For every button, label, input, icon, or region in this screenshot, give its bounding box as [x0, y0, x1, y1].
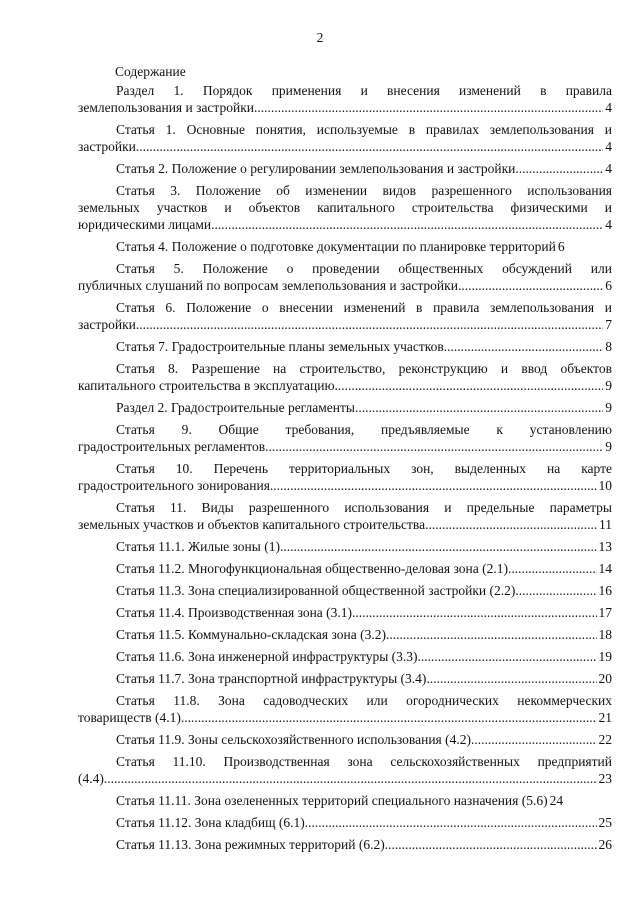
toc-entry-title: Статья 2. Положение о регулировании землепользования и застройки [116, 161, 516, 176]
toc-entry[interactable] [78, 604, 612, 621]
toc-entry[interactable] [78, 421, 612, 455]
page-number: 2 [316, 30, 324, 45]
toc-entry-title: Статья 11.10. Производственная зона сельскохозяйственных предприятий [116, 754, 612, 769]
toc-entry-page: 6 [557, 239, 565, 254]
toc-entry[interactable] [78, 753, 612, 787]
toc-entry-page: 20 [598, 671, 612, 686]
toc-entry[interactable] [78, 399, 612, 416]
toc-entry-title: Статья 8. Разрешение на строительство, реконструкцию и ввод объектов [116, 361, 612, 376]
toc-entry-title: Статья 4. Положение о подготовке документации по планировке территорий [116, 239, 556, 254]
toc-entry-page: 18 [598, 627, 612, 642]
toc-entry[interactable] [78, 160, 612, 177]
toc-entry[interactable] [78, 582, 612, 599]
toc-entry[interactable] [78, 499, 612, 533]
toc-entry[interactable] [78, 538, 612, 555]
toc-entry[interactable] [78, 121, 612, 155]
table-of-contents [78, 82, 612, 858]
toc-entry-page: 25 [598, 815, 612, 830]
toc-entry-title: Статья 11.2. Многофункциональная общественно-деловая зона (2.1) [116, 561, 508, 576]
toc-entry[interactable] [78, 626, 612, 643]
toc-entry-title-cont: товариществ (4.1) [78, 710, 181, 725]
toc-entry-page: 6 [605, 278, 612, 293]
toc-entry-title-cont: публичных слушаний по вопросам землепользования и застройки [78, 278, 458, 293]
toc-entry[interactable] [78, 792, 612, 809]
toc-entry[interactable] [78, 82, 612, 116]
toc-heading: Содержание [115, 64, 186, 79]
toc-entry[interactable] [78, 360, 612, 394]
toc-entry-title-cont: земельных участков и объектов капитального строительства физическими и [78, 200, 612, 215]
toc-entry-title: Статья 11.7. Зона транспортной инфраструктуры (3.4) [116, 671, 427, 686]
toc-entry-page: 4 [605, 217, 612, 232]
toc-entry-page: 4 [605, 139, 612, 154]
toc-entry-title: Статья 11.11. Зона озелененных территорий специального назначения (5.6) [116, 793, 548, 808]
toc-entry[interactable] [78, 692, 612, 726]
toc-entry-title: Статья 11.9. Зоны сельскохозяйственного использования (4.2) [116, 732, 472, 747]
toc-entry-title-cont: градостроительных регламентов [78, 439, 266, 454]
toc-entry-title: Статья 11. Виды разрешенного использования и предельные параметры [116, 500, 612, 515]
toc-entry[interactable] [78, 836, 612, 853]
toc-entry[interactable] [78, 670, 612, 687]
toc-entry-title-cont: землепользования и застройки [78, 100, 255, 115]
toc-entry-page: 17 [598, 605, 612, 620]
toc-entry-title: Раздел 2. Градостроительные регламенты [116, 400, 355, 415]
toc-entry-title: Статья 11.8. Зона садоводческих или огороднических некоммерческих [116, 693, 612, 708]
toc-entry-page: 4 [605, 100, 612, 115]
toc-entry-title: Статья 11.1. Жилые зоны (1) [116, 539, 280, 554]
toc-entry-title-cont: капитального строительства в эксплуатацию [78, 378, 335, 393]
toc-entry-title: Раздел 1. Порядок применения и внесения изменений в правила [116, 83, 612, 98]
toc-entry-page: 9 [605, 378, 612, 393]
toc-entry-title-cont: (4.4) [78, 771, 104, 786]
toc-entry-title-cont: земельных участков и объектов капитального строительства [78, 517, 426, 532]
toc-entry[interactable] [78, 238, 612, 255]
toc-entry-page: 9 [605, 400, 612, 415]
toc-entry[interactable] [78, 814, 612, 831]
toc-entry-title: Статья 7. Градостроительные планы земельных участков [116, 339, 444, 354]
toc-entry-title: Статья 9. Общие требования, предъявляемые к установлению [116, 422, 612, 437]
toc-entry-title: Статья 11.6. Зона инженерной инфраструктуры (3.3) [116, 649, 418, 664]
toc-entry-page: 26 [598, 837, 612, 852]
toc-entry-page: 16 [598, 583, 612, 598]
toc-entry[interactable] [78, 260, 612, 294]
toc-entry-page: 10 [598, 478, 612, 493]
toc-entry-title-cont: градостроительного зонирования [78, 478, 270, 493]
toc-entry-title-cont: застройки [78, 317, 136, 332]
toc-entry[interactable] [78, 560, 612, 577]
toc-entry[interactable] [78, 731, 612, 748]
toc-entry-title: Статья 6. Положение о внесении изменений в правила землепользования и [116, 300, 612, 315]
toc-entry-page: 9 [605, 439, 612, 454]
toc-entry-page: 4 [605, 161, 612, 176]
toc-entry[interactable] [78, 460, 612, 494]
toc-entry[interactable] [78, 299, 612, 333]
toc-entry-title: Статья 3. Положение об изменении видов разрешенного использования [116, 183, 612, 198]
toc-entry-page: 23 [598, 771, 612, 786]
toc-entry-page: 8 [605, 339, 612, 354]
toc-entry[interactable] [78, 182, 612, 233]
toc-entry-page: 7 [605, 317, 612, 332]
toc-entry-title: Статья 5. Положение о проведении общественных обсуждений или [116, 261, 612, 276]
toc-entry-page: 13 [598, 539, 612, 554]
toc-entry-title: Статья 11.5. Коммунально-складская зона (3.2) [116, 627, 386, 642]
toc-entry-title: Статья 11.13. Зона режимных территорий (6.2) [116, 837, 385, 852]
toc-entry-title-cont: застройки [78, 139, 136, 154]
toc-entry-title: Статья 10. Перечень территориальных зон, выделенных на карте [116, 461, 612, 476]
toc-entry-title: Статья 1. Основные понятия, используемые в правилах землепользования и [116, 122, 612, 137]
toc-entry-title: Статья 11.12. Зона кладбищ (6.1) [116, 815, 305, 830]
toc-entry[interactable] [78, 338, 612, 355]
toc-entry-page: 14 [598, 561, 612, 576]
toc-entry-page: 11 [599, 517, 612, 532]
toc-entry-page: 22 [598, 732, 612, 747]
toc-entry-page: 19 [598, 649, 612, 664]
toc-entry-page: 24 [549, 793, 564, 808]
toc-entry[interactable] [78, 648, 612, 665]
toc-entry-title-cont: юридическими лицами [78, 217, 212, 232]
toc-entry-title: Статья 11.3. Зона специализированной общественной застройки (2.2) [116, 583, 516, 598]
toc-entry-title: Статья 11.4. Производственная зона (3.1) [116, 605, 353, 620]
toc-entry-page: 21 [598, 710, 612, 725]
